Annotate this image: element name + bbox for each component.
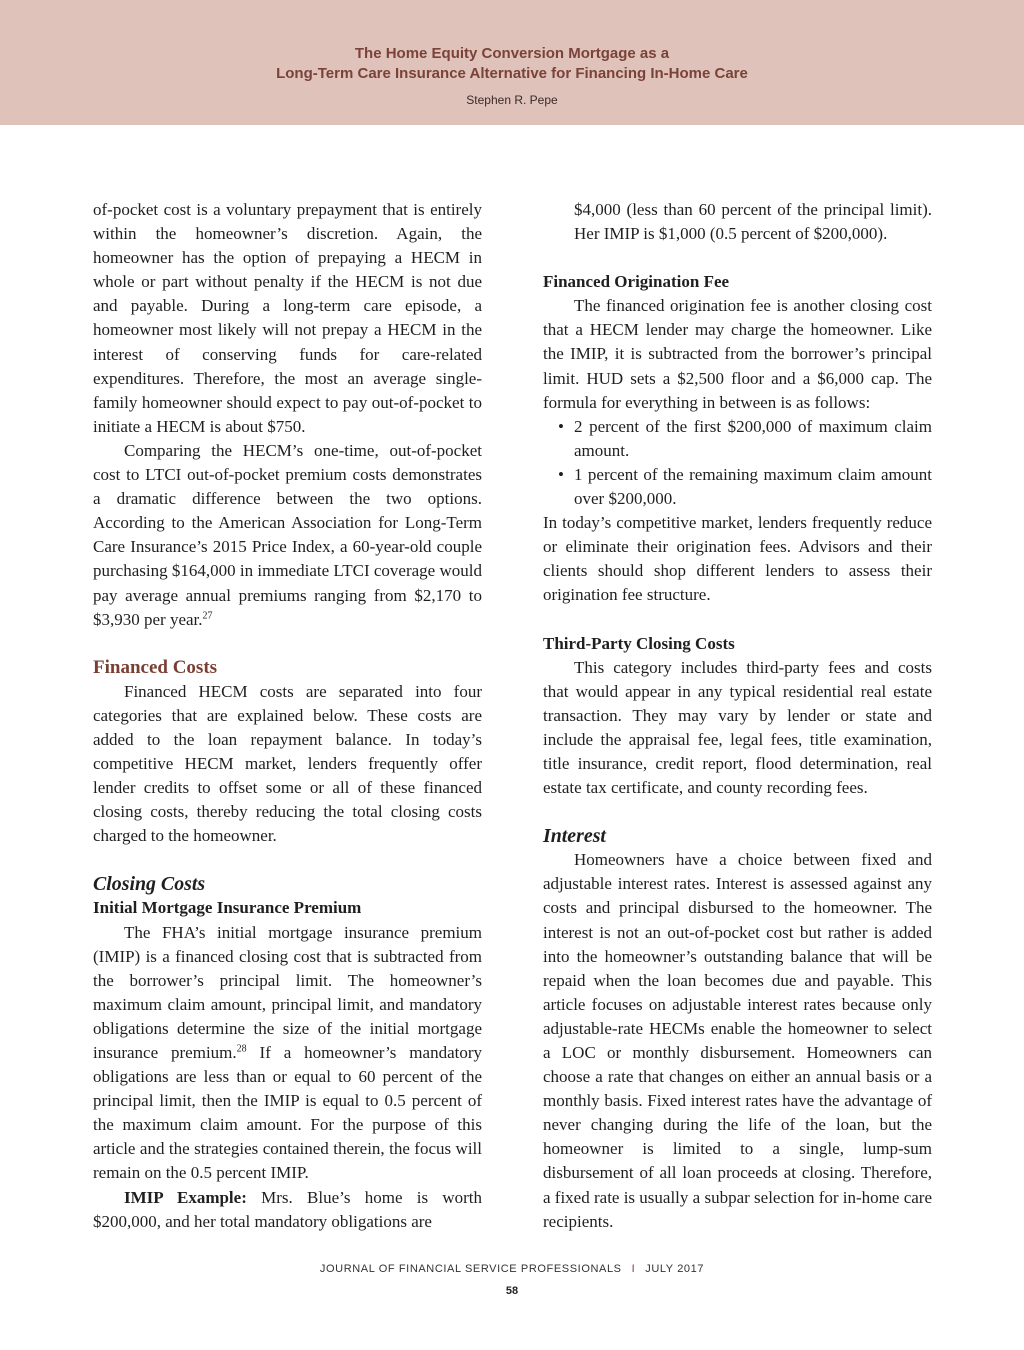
article-title (0, 44, 1024, 84)
subheading-origination-fee: Financed Origination Fee (543, 272, 730, 292)
journal-name: JOURNAL OF FINANCIAL SERVICE PROFESSIONALS (319, 1263, 622, 1275)
bullet-icon: • (558, 416, 564, 436)
footer-separator: I (631, 1263, 636, 1275)
page-number: 58 (505, 1285, 519, 1297)
paragraph-text: The FHA’s initial mortgage insurance premium (IMIP) is a financed closing cost that is subtracted from the borrower’s principal limit. The homeowner’s maximum claim amount, principal limit, and mandatory obligations determine the size of the initial mortgage insurance premium. (93, 922, 482, 1062)
section-heading-financed-costs: Financed Costs (93, 656, 218, 678)
paragraph: Financed HECM costs are separated into four categories that are explained below. These costs are added to the loan repayment balance. In today’s competitive HECM market, lenders frequently offer lender credits to offset some or all of these financed closing costs, thereby reducing the total closing costs charged to the homeowner. (93, 681, 482, 846)
subheading-third-party-closing-costs: Third-Party Closing Costs (543, 633, 735, 653)
running-footer (0, 1263, 1024, 1275)
paragraph: Homeowners have a choice between fixed and adjustable interest rates. Interest is assessed against any costs and principal disbursed to the homeowner. The interest is not an out-of-pocket cost but rather is added into the homeowner’s outstanding balance that will be repaid when the loan becomes due and payable. This article focuses on adjustable interest rates because only adjustable-rate HECMs enable the homeowner to select a LOC or monthly disbursement. Homeowners can choose a rate that changes on either an annual basis or a monthly basis. Fixed interest rates have the advantage of never changing during the life of the loan, but the homeowner is limited to a single, lump-sum disbursement of all loan proceeds at closing. Therefore, a fixed rate is usually a subpar selection for in-home care recipients. (543, 850, 932, 1231)
left-column (93, 198, 482, 1234)
list-item-text: 2 percent of the first $200,000 of maximum claim amount. (574, 416, 932, 460)
bullet-icon: • (558, 464, 564, 484)
footnote-marker: 28 (236, 1043, 247, 1055)
subheading-closing-costs: Closing Costs (93, 873, 206, 896)
paragraph (93, 921, 482, 1186)
paragraph-text: If a homeowner’s mandatory obligations are less than or equal to 60 percent of the principal limit, then the IMIP is equal to 0.5 percent of the maximum claim amount. For the purpose of this article and the strategies contained therein, the focus will remain on the 0.5 percent IMIP. (93, 1043, 482, 1183)
article-author: Stephen R. Pepe (466, 93, 558, 107)
list-item (543, 415, 932, 463)
paragraph: In today’s competitive market, lenders frequently reduce or eliminate their origination fees. Advisors and their clients should shop different lenders to assess their origination fee structure. (543, 513, 932, 605)
footnote-marker: 27 (202, 609, 213, 621)
running-header (0, 0, 1024, 125)
article-title-line-1: The Home Equity Conversion Mortgage as a (354, 45, 670, 62)
paragraph: of-pocket cost is a voluntary prepayment that is entirely within the homeowner’s discretion. Again, the homeowner has the option of prepaying a HECM in whole or part without penalty if the HECM is not due and payable. During a long-term care episode, a homeowner most likely will not prepay a HECM in the interest of conserving funds for care-related expenditures. Therefore, the most an average single-family homeowner should expect to pay out-of-pocket to initiate a HECM is about $750. (93, 200, 482, 436)
issue-date: JULY 2017 (645, 1263, 705, 1275)
subheading-imip: Initial Mortgage Insurance Premium (93, 898, 362, 918)
list-item-text: 1 percent of the remaining maximum claim amount over $200,000. (574, 464, 932, 509)
paragraph-imip-example (93, 1186, 482, 1234)
subheading-interest: Interest (543, 825, 606, 848)
paragraph: $4,000 (less than 60 percent of the principal limit). Her IMIP is $1,000 (0.5 percent of $200,000). (574, 200, 932, 244)
paragraph: This category includes third-party fees and costs that would appear in any typical residential real estate transaction. They may vary by lender or state and include the appraisal fee, legal fees, title examination, title insurance, credit report, flood determination, real estate tax certificate, and county recording fees. (543, 657, 932, 798)
article-title-line-2: Long-Term Care Insurance Alternative for Financing In-Home Care (276, 65, 748, 82)
right-column (543, 198, 932, 1234)
paragraph (93, 439, 482, 632)
paragraph-text: Mrs. Blue’s home is worth $200,000, and her total mandatory obligations are (93, 1187, 483, 1231)
paragraph: The financed origination fee is another closing cost that a HECM lender may charge the homeowner. Like the IMIP, it is subtracted from the borrower’s principal limit. HUD sets a $2,500 floor and a $6,000 cap. The formula for everything in between is as follows: (543, 296, 932, 412)
example-label: IMIP Example: (124, 1187, 247, 1207)
list-item (543, 463, 932, 511)
paragraph-text: Comparing the HECM’s one-time, out-of-pocket cost to LTCI out-of-pocket premium costs demonstrates a dramatic difference between the two options. According to the American Association for Long-Term Care Insurance’s 2015 Price Index, a 60-year-old couple purchasing $164,000 in immediate LTCI coverage would pay average annual premiums ranging from $2,170 to $3,930 per year. (93, 440, 482, 629)
